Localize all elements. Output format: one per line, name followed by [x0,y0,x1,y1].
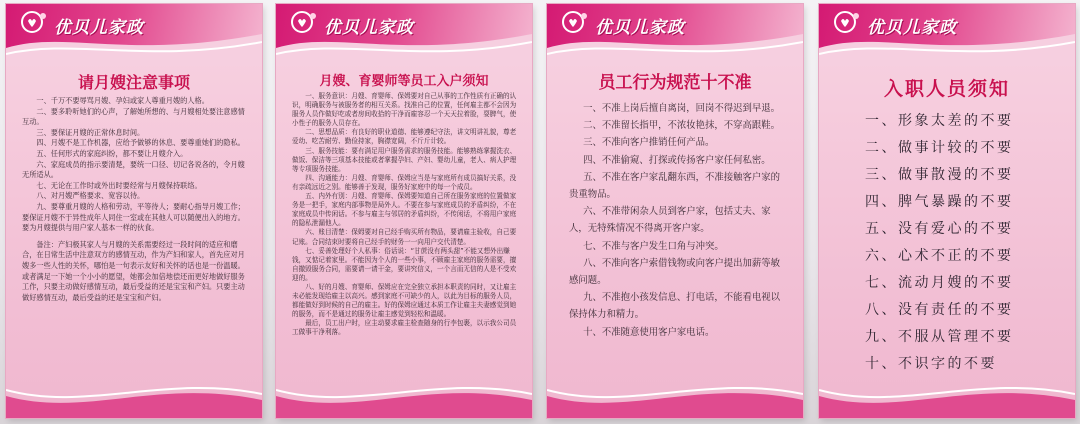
notice-line: 一、千万不要辱骂月嫂、孕妇或家人尊重月嫂的人格。 [36,96,209,105]
panel-header [276,4,532,62]
notice-line: 四、沟通能力：月嫂、育婴师、保姆应当是与家庭所有成员搞好关系，没有亲疏远近之别。能够善于发现，服务好家庭中的每一个成员。 [292,173,517,191]
notice-panel-4 [819,4,1075,418]
brand-name: 优贝儿家政 [54,18,144,38]
rule-line: 四、不准偷窥、打探或传扬客户家任何私密。 [583,154,771,166]
panel-header [547,4,803,62]
panel-body [292,92,520,338]
panel-header [6,4,262,62]
panel-title: 请月嫂注意事项 [77,73,190,92]
rule-line: 六、不准带闲杂人员到客户家，包括丈夫、家人，无特殊情况不得离开客户家。 [569,206,771,235]
requirement-line: 六、心术不正的不要 [865,248,1014,264]
notice-line: 八、对月嫂严格要求、宽容以待。 [36,191,145,201]
header-wave [547,30,803,66]
notice-line: 三、服务技能：要有满足用户服务需求的服务技能。能够熟练掌握洗衣、做饭、保洁等三项基本技能或者掌握孕妇、产妇、婴幼儿童，老人、病人护理等专项服务技能。 [292,146,517,173]
panel-title: 入职人员须知 [883,78,1010,100]
footer-wave [6,378,262,418]
notice-panel-1 [6,4,262,418]
notice-line: 最后，员工出户时，应主动要求雇主检查随身的行李包裹，以示我公司员工做事干净利落。 [292,319,517,337]
panel-header [819,4,1075,62]
notice-panel-3 [547,4,803,418]
rule-line: 二、不准留长指甲，不浓妆艳抹，不穿高跟鞋。 [583,120,780,132]
notice-line: 六、家庭成员的指示要清楚，要统一口径、切记各说各的，令月嫂无所适从。 [22,159,245,180]
footer-wave [547,378,803,418]
panel-body [22,96,250,303]
rule-line: 九、不准抱小孩发信息、打电话，不能看电视以保持体力和精力。 [569,292,780,321]
notice-line: 二、要多聆听她们的心声，了解她所想的、与月嫂相处要注意感情互动。 [22,106,245,127]
rule-line: 七、不准与客户发生口角与冲突。 [583,240,724,252]
footer-wave [819,378,1075,418]
notice-panel-2 [276,4,532,418]
notice-line: 五、内外有别：月嫂、育婴师、保姆要知道自己所在服务家庭的位置做家务是一把手，家庭内部事物是局外人。不要在参与家庭成员的矛盾纠纷，不在家庭成员中传闲话。不参与雇主与邻居的矛盾纠纷，不传闲话，不将用户家庭的隐私泄漏他人。 [292,192,517,228]
notice-line: 九、要尊重月嫂的人格和劳动，平等待人；要耐心指导月嫂工作；要保证月嫂不于异性成年人同住一室或在其他人可以随便出入的地方。要为月嫂提供与用户家人基本一样的伙食。 [22,201,245,233]
rule-line: 五、不准在客户家乱翻东西，不准接触客户家的贵重物品。 [569,171,780,201]
rule-line: 八、不准向客户索借钱物或向客户提出加薪等敏感问题。 [569,257,780,287]
notice-line: 二、思想品质：有良好的职业道德、能够遵纪守法，讲文明讲礼貌，尊老爱幼、吃苦耐劳、勤俭持家，胸襟宽阔，不斤斤计较。 [292,128,517,146]
notice-line: 五、任何形式的家庭纠纷，都不要让月嫂介入。 [36,148,188,158]
footer-wave [276,378,532,418]
requirement-line: 一、形象太差的不要 [865,113,1014,129]
panel-body [865,108,1063,378]
remark-paragraph: 备注：产妇极其家人与月嫂的关系需要经过一段时间的适应和磨合，在日常生活中注意双方的感情互动，作为产妇和家人，首先应对月嫂多一些人性的关怀，哪怕是一句表示友好和关怀的话也是一份温暖。或者满足一下她一个小小的愿望，她都会加倍地偿还而更好地做好服务工作，只要主动做好感情互动，最后受益的还是宝宝和产妇。只要主动做好感情互动，最后受益的还是宝宝和产妇。 [22,239,245,302]
requirement-line: 五、没有爱心的不要 [865,221,1014,237]
brand-name: 优贝儿家政 [867,18,957,38]
notice-line: 六、账目清楚：保姆要对自己经手购买所有物品，要请雇主验收，自己要记账。合同结束时要将自己经手的财务一一向用户交代清楚。 [292,228,517,246]
requirement-line: 二、做事计较的不要 [865,140,1014,156]
panel-title: 员工行为规范十不准 [598,73,752,93]
requirement-line: 八、没有责任的不要 [865,302,1014,318]
rule-line: 十、不准随意使用客户家电话。 [583,326,715,338]
brand-name: 优贝儿家政 [324,18,414,38]
rule-line: 三、不准向客户推销任何产品。 [583,137,715,149]
panel-body [569,100,789,341]
rule-line: 一、不准上岗后擅自离岗，回岗不得迟到早退。 [583,103,780,114]
requirement-line: 四、脾气暴躁的不要 [865,194,1014,210]
requirement-line: 九、不服从管理不要 [865,329,1014,345]
header-wave [6,30,262,66]
header-wave [819,30,1075,66]
header-wave [276,30,532,66]
requirement-line: 三、做事散漫的不要 [865,167,1014,183]
notice-line: 四、月嫂不是工作机器，应给予做够的休息、要尊重她们的隐私。 [36,138,245,148]
panel-title: 月嫂、育婴师等员工入户须知 [319,74,489,89]
notice-line: 七、妥善处理好个人私事：俗话说：“甘蔗没有两头甜”不能又想外出赚钱，又惦记着家里。不能因为个人的一些小事，不顾雇主家庭的服务需要，擅自撤毁服务合同，需要请一请干金，要讲究信义，一个言而无信的人是不受欢迎的。 [292,246,517,282]
brand-name: 优贝儿家政 [595,18,685,38]
requirement-line: 七、流动月嫂的不要 [865,275,1014,291]
notice-line: 七、无论在工作时或外出时要经常与月嫂保持联络。 [36,180,202,190]
notice-line: 一、服务意识：月嫂、育婴师、保姆要对自己从事的工作性质有正确的认识，明确服务与被服务者的相互关系。找准自己的位置，任何雇主都不会因为服务人员作做好吃或者房间收拾的干净而雇容忍一个天天拉着脸，耍脾气，使小性子的服务人员存在。 [292,92,517,128]
notice-line: 八、好的月嫂、育婴师、保姆应在完全独立承担本职责的同时，又让雇主未必能发现给雇主以高兴。感到家庭不可缺少的人，以此为目标的服务人员，都能做好到时候的自己的雇主。好的保姆应通过本质工作让雇主夫妻感觉到她的服务，而不是通过的服务让雇主感觉到轻松和温暖。 [292,282,517,319]
requirement-line: 十、不识字的不要 [865,356,997,372]
notice-line: 三、要保证月嫂的正常休息时间。 [36,127,145,137]
